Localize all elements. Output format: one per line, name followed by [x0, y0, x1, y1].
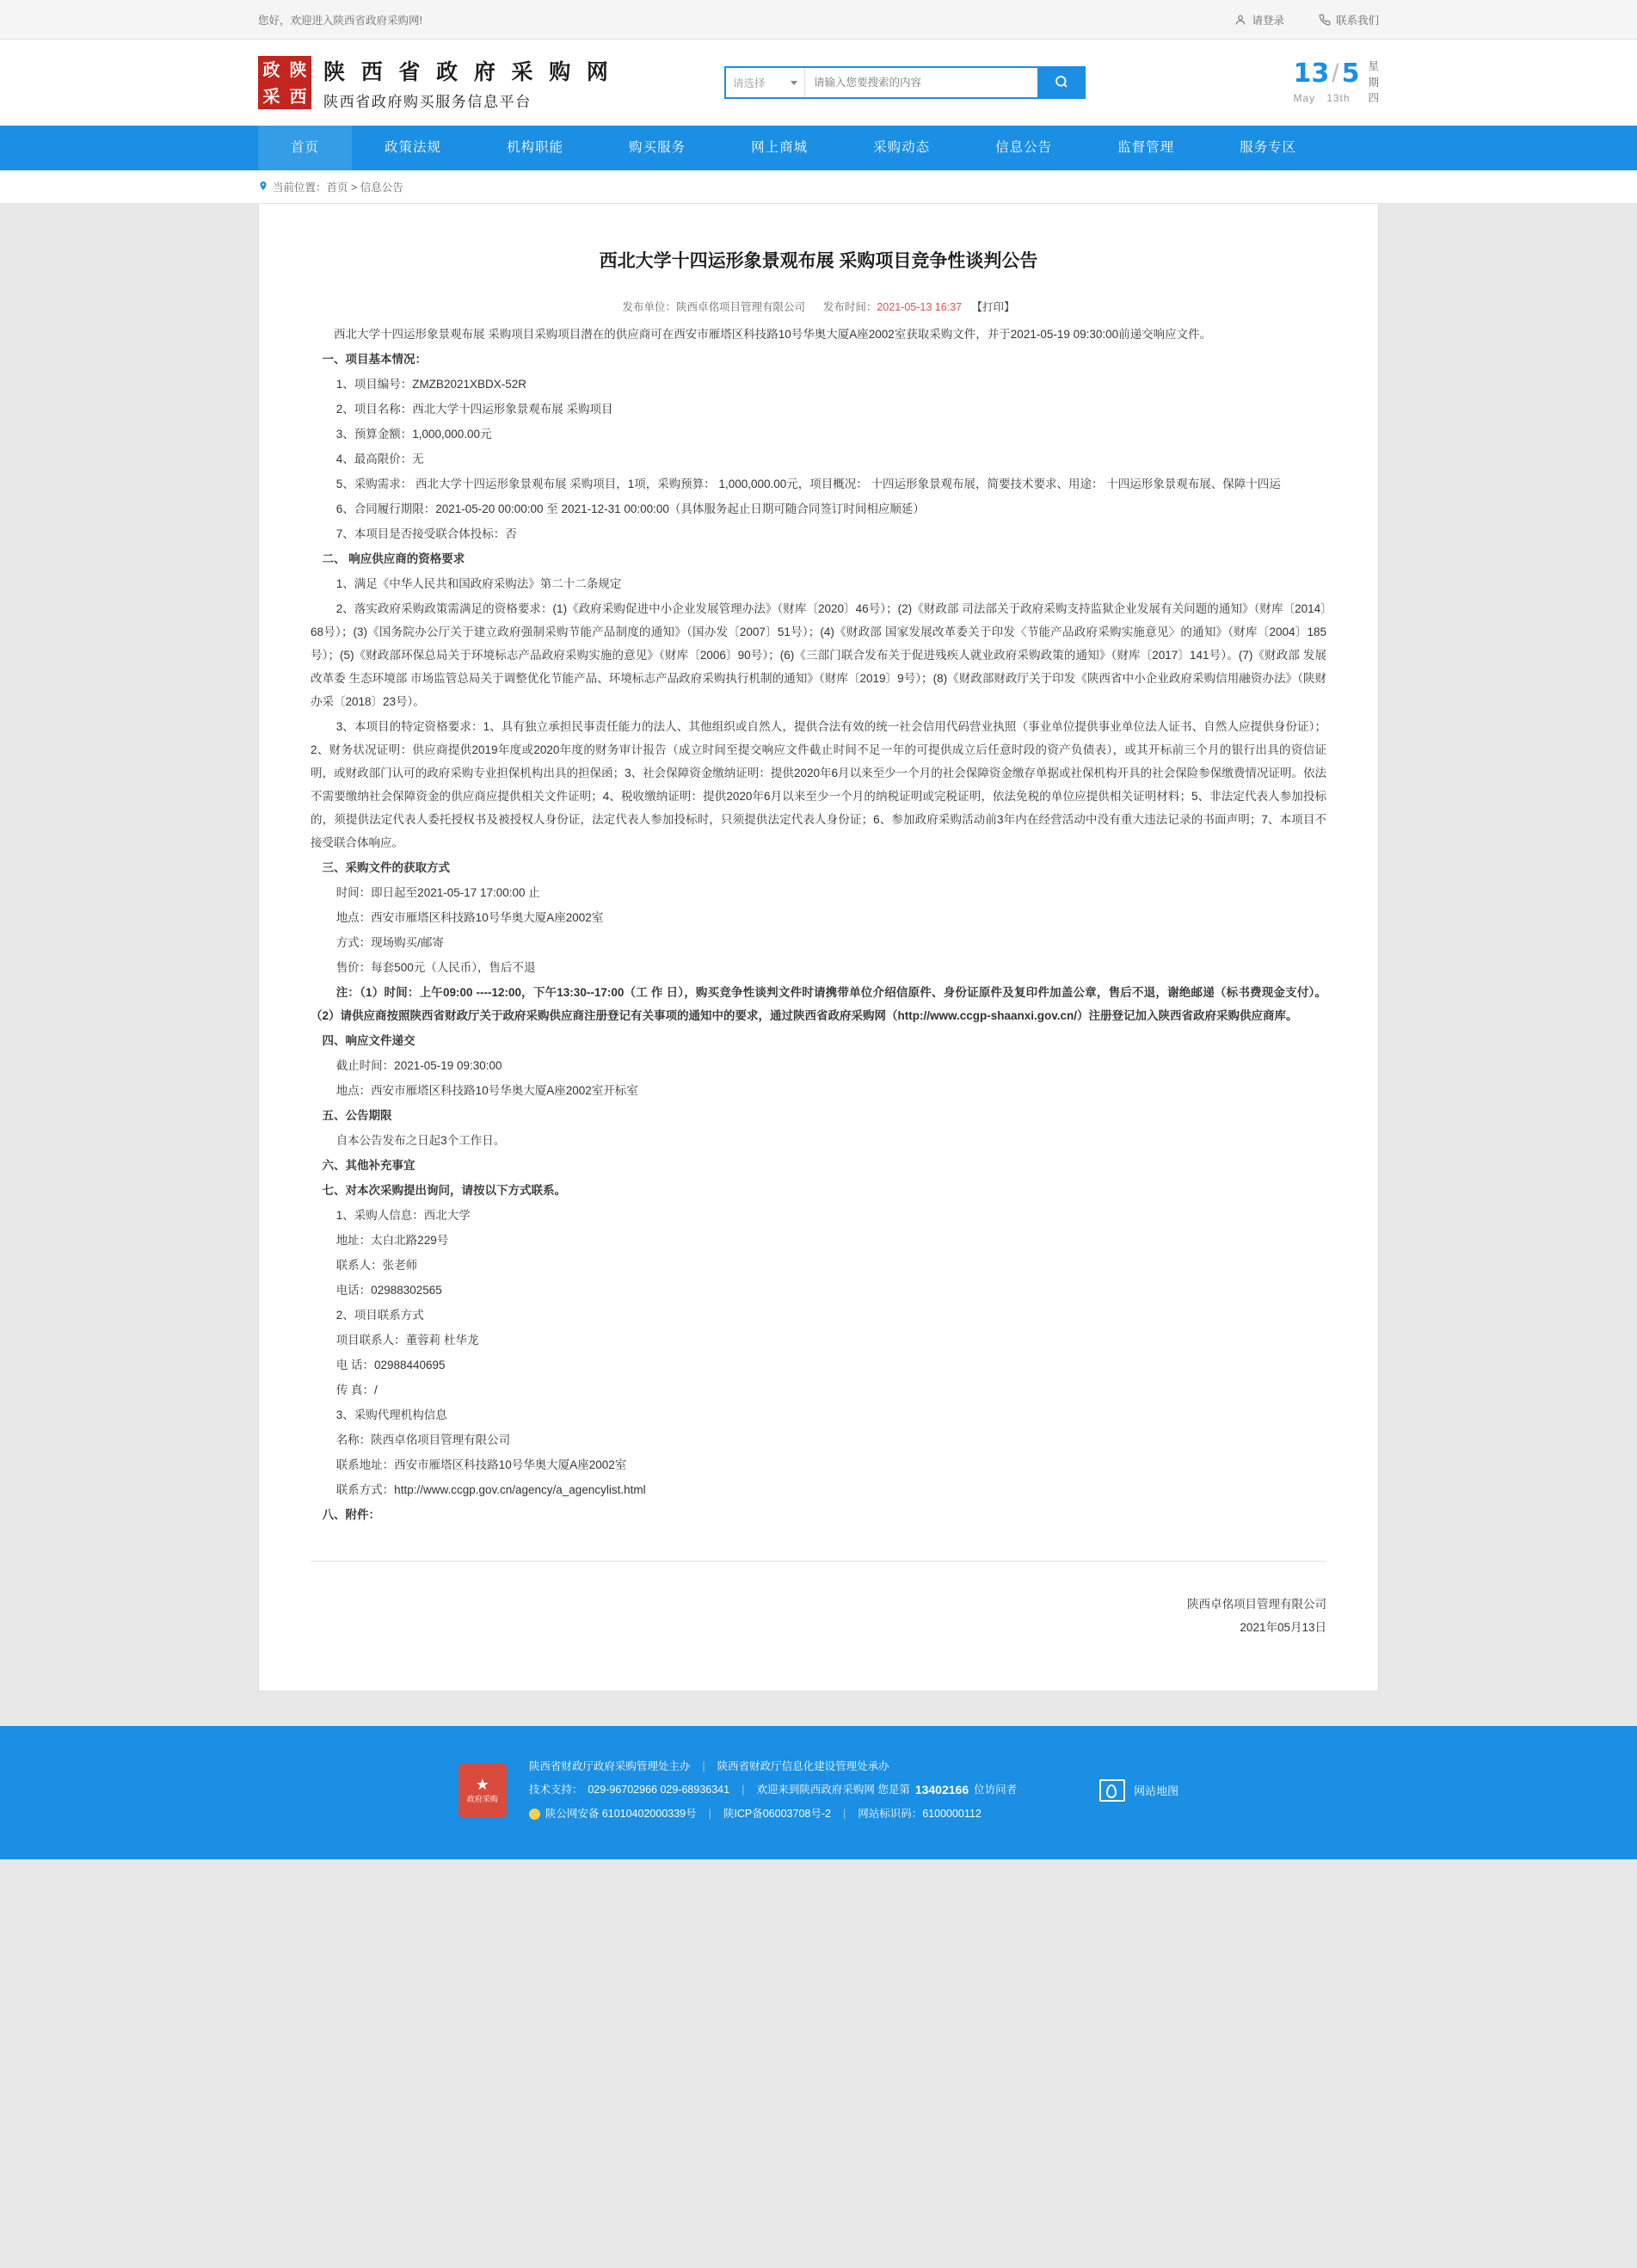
- login-label: 请登录: [1252, 14, 1284, 27]
- section-2-item-4: 注：（1）时间：上午09:00 ----12:00，下午13:30--17:00（工 作 日），购买竞争性谈判文件时请携带单位介绍信原件、身份证原件及复印件加盖公章，售后不退，谢绝邮递（标书费现金支付）。（2）请供应商按照陕西省财政厅关于政府采购供应商注册登记有关事项的通知中的要求，通过陕西省政府采购网（http://www.ccgp-shaanxi.gov.cn/）注册登记加入陕西省政府采购供应商库。: [311, 985, 1326, 1022]
- date-numbers: [1294, 61, 1360, 87]
- chevron-down-icon: [791, 81, 797, 85]
- section-6-item-11: 联系方式：http://www.ccgp.gov.cn/agency/a_agencylist.html: [335, 1482, 646, 1496]
- site-footer: [0, 1726, 1637, 1860]
- search-button[interactable]: [1037, 66, 1086, 99]
- footer-badge-label: 政府采购: [466, 1794, 498, 1803]
- section-0-item-2: 3、预算金额：1,000,000.00元: [335, 427, 492, 441]
- signature-block: [311, 1593, 1326, 1639]
- sitemap-link[interactable]: [1099, 1779, 1179, 1802]
- section-0-item-4: 5、采购需求： 西北大学十四运形象景观布展 采购项目，1项，采购预算： 1,000,000.00元，项目概况： 十四运形象景观布展，简要技术要求、用途： 十四运形象景观布展、保障十四运: [335, 477, 1281, 490]
- footer-operator: 陕西省财政厅信息化建设管理处承办: [717, 1760, 889, 1772]
- footer-divider-1: |: [702, 1760, 705, 1772]
- nav-item-6[interactable]: 信息公告: [995, 140, 1053, 155]
- section-2-item-1: 地点：西安市雁塔区科技路10号华奥大厦A座2002室: [335, 910, 604, 924]
- site-name: 陕 西 省 政 府 采 购 网: [323, 59, 612, 84]
- section-heading-5: 六、其他补充事宜: [322, 1158, 415, 1172]
- document-body: [311, 323, 1326, 1526]
- publisher-value: 陕西卓佲项目管理有限公司: [675, 300, 805, 313]
- section-2-item-3: 售价：每套500元（人民币），售后不退: [335, 960, 536, 974]
- footer-host: 陕西省财政厅政府采购管理处主办: [528, 1760, 691, 1772]
- section-6-item-8: 3、采购代理机构信息: [335, 1408, 447, 1421]
- contact-label: 联系我们: [1335, 14, 1379, 27]
- nav-item-4[interactable]: 网上商城: [751, 140, 809, 155]
- section-heading-4: 五、公告期限: [322, 1108, 392, 1122]
- footer-line-2: [529, 1778, 1017, 1803]
- footer-police-record[interactable]: 陕公网安备 61010402000339号: [545, 1808, 697, 1821]
- nav-item-5[interactable]: 采购动态: [873, 140, 931, 155]
- date-widget: [1294, 59, 1379, 107]
- site-logo[interactable]: [258, 55, 612, 111]
- page-title: 西北大学十四运形象景观布展 采购项目竞争性谈判公告: [599, 251, 1038, 271]
- login-link[interactable]: [1234, 12, 1284, 28]
- content-wrap: [0, 203, 1637, 1726]
- footer-visit-text: 欢迎来到陕西政府采购网 您是第: [756, 1784, 910, 1797]
- date-month: 5: [1341, 59, 1360, 89]
- footer-line-1: [529, 1755, 1017, 1778]
- footer-site-code: 网站标识码：6100000112: [858, 1808, 982, 1821]
- footer-divider-3: |: [708, 1808, 711, 1821]
- nav-item-8[interactable]: 服务专区: [1240, 140, 1297, 155]
- date-day: 13: [1293, 59, 1330, 89]
- nav-item-1[interactable]: 政策法规: [385, 140, 442, 155]
- logo-char-1: 政: [262, 59, 280, 80]
- signature-date: 2021年05月13日: [1240, 1620, 1326, 1634]
- section-6-item-7: 传 真：/: [335, 1383, 378, 1396]
- user-icon: [1234, 14, 1246, 26]
- weekday-char-3: 四: [1368, 92, 1379, 105]
- section-heading-2: 三、采购文件的获取方式: [322, 860, 450, 874]
- search-icon: [1054, 74, 1069, 92]
- map-icon: [1099, 1779, 1125, 1802]
- logo-char-3: 采: [262, 85, 280, 107]
- footer-line-3: [529, 1803, 1017, 1825]
- footer-icp[interactable]: 陕ICP备06003708号-2: [723, 1808, 831, 1821]
- section-6-item-3: 电话：02988302565: [335, 1283, 442, 1297]
- nav-item-7[interactable]: 监督管理: [1117, 140, 1175, 155]
- announcement-card: [258, 203, 1379, 1692]
- section-heading-6: 七、对本次采购提出询问，请按以下方式联系。: [322, 1183, 566, 1197]
- footer-support-label: 技术支持：: [528, 1784, 583, 1797]
- section-6-item-0: 1、采购人信息：西北大学: [335, 1208, 471, 1222]
- nav-item-3[interactable]: 购买服务: [629, 140, 686, 155]
- police-badge-icon: [529, 1809, 540, 1820]
- section-4-item-0: 自本公告发布之日起3个工作日。: [335, 1133, 506, 1147]
- top-bar: [0, 0, 1637, 40]
- search-category-select[interactable]: [726, 68, 805, 97]
- section-heading-0: 一、项目基本情况：: [322, 352, 427, 366]
- footer-divider-4: |: [842, 1808, 846, 1821]
- section-1-item-2: 3、本项目的特定资格要求：1、具有独立承担民事责任能力的法人、其他组织或自然人，提供合法有效的统一社会信用代码营业执照（事业单位提供事业单位法人证书、自然人应提供身份证）；2、财务状况证明：供应商提供2019年度或2020年度的财务审计报告（成立时间至提交响应文件截止时间不足一年的可提供成立后任意时段的资产负债表），或其开标前三个月的银行出具的资信证明，或财政部门认可的政府采购专业担保机构出具的担保函；3、社会保障资金缴纳证明：提供2020年6月以来至少一个月的社会保障资金缴存单据或社保机构开具的社会保险参保缴费情况证明。依法不需要缴纳社会保障资金的供应商应提供相关文件证明；4、税收缴纳证明：提供2020年6月以来至少一个月的纳税证明或完税证明，依法免税的单位应提供相关证明材料；5、非法定代表人参加投标的，须提供法定代表人委托授权书及被授权人身份证，法定代表人参加投标时，只须提供法定代表人身份证；6、参加政府采购活动前3年内在经营活动中没有重大违法记录的书面声明；7、本项目不接受联合体响应。: [311, 719, 1326, 849]
- footer-visit-count: 13402166: [914, 1782, 969, 1797]
- footer-divider-2: |: [742, 1784, 745, 1797]
- site-subtitle: 陕西省政府购买服务信息平台: [323, 93, 532, 111]
- weekday-char-1: 星: [1368, 59, 1379, 72]
- search-box: [724, 66, 1086, 99]
- phone-icon: [1319, 14, 1331, 26]
- location-pin-icon: [258, 180, 268, 194]
- attachment-heading: 八、附件：: [322, 1507, 380, 1521]
- breadcrumb: [0, 170, 1637, 203]
- section-0-item-6: 7、本项目是否接受联合体投标：否: [335, 527, 517, 540]
- section-6-item-6: 电 话：02988440695: [335, 1358, 446, 1371]
- section-0-item-0: 1、项目编号：ZMZB2021XBDX-52R: [335, 377, 526, 391]
- section-heading-1: 二、 响应供应商的资格要求: [322, 552, 465, 565]
- logo-icon: [258, 56, 311, 109]
- signature-company: 陕西卓佲项目管理有限公司: [1187, 1597, 1326, 1611]
- publisher-label: 发布单位：: [622, 300, 676, 313]
- document-intro: 西北大学十四运形象景观布展 采购项目采购项目潜在的供应商可在西安市雁塔区科技路10号华奥大厦A座2002室获取采购文件，并于2021-05-19 09:30:00前递交响应文件。: [334, 327, 1212, 341]
- footer-badge-icon: ★ 政府采购: [458, 1764, 507, 1817]
- main-nav: [0, 126, 1637, 170]
- logo-char-2: 陕: [289, 59, 307, 80]
- section-2-item-0: 时间：即日起至2021-05-17 17:00:00 止: [335, 885, 540, 899]
- section-6-item-10: 联系地址：西安市雁塔区科技路10号华奥大厦A座2002室: [335, 1458, 627, 1471]
- document-meta: [311, 299, 1326, 314]
- footer-visit-suffix: 位访问者: [974, 1784, 1018, 1797]
- nav-item-0[interactable]: 首页: [258, 126, 352, 170]
- footer-support-tel: 029-96702966 029-68936341: [588, 1784, 730, 1797]
- breadcrumb-text[interactable]: 当前位置：首页 > 信息公告: [273, 182, 403, 194]
- section-6-item-4: 2、项目联系方式: [335, 1308, 424, 1322]
- search-category-label: 请选择: [732, 77, 766, 89]
- weekday-label: [1368, 59, 1379, 107]
- site-header: [0, 40, 1637, 126]
- section-3-item-0: 截止时间：2021-05-19 09:30:00: [335, 1058, 502, 1072]
- weekday-char-2: 期: [1368, 76, 1379, 89]
- divider: [311, 1561, 1326, 1562]
- section-1-item-1: 2、落实政府采购政策需满足的资格要求：(1)《政府采购促进中小企业发展管理办法》（财库〔2020〕46号）；(2)《财政部 司法部关于政府采购支持监狱企业发展有关问题的通知》（财库〔2014〕68号）；(3)《国务院办公厅关于建立政府强制采购节能产品制度的通知》（国办发〔2007〕51号）；(4)《财政部 国家发展改革委关于印发〈节能产品政府采购实施意见〉的通知》（财库〔2004〕185号）；(5)《财政部环保总局关于环境标志产品政府采购实施的意见》（财库〔2006〕90号）；(6)《三部门联合发布关于促进残疾人就业政府采购政策的通知》（财库〔2017〕141号）。(7)《财政部 发展改革委 生态环境部 市场监管总局关于调整优化节能产品、环境标志产品政府采购执行机制的通知》（财库〔2019〕9号）；(8)《财政部财政厅关于印发《陕西省中小企业政府采购信用融资办法》（陕财办采〔2018〕23号）。: [311, 601, 1326, 708]
- contact-link[interactable]: [1319, 12, 1379, 28]
- section-2-item-2: 方式：现场购买/邮寄: [335, 935, 444, 949]
- section-6-item-9: 名称：陕西卓佲项目管理有限公司: [335, 1433, 511, 1446]
- section-0-item-3: 4、最高限价：无: [335, 452, 424, 465]
- section-0-item-1: 2、项目名称：西北大学十四运形象景观布展 采购项目: [335, 402, 613, 416]
- nav-item-2[interactable]: 机构职能: [507, 140, 564, 155]
- date-day-en: 13th: [1326, 92, 1351, 104]
- publish-time-value: 2021-05-13 16:37: [877, 300, 963, 313]
- logo-char-4: 西: [289, 85, 307, 107]
- date-sub: [1294, 92, 1360, 104]
- section-6-item-2: 联系人：张老师: [335, 1258, 418, 1272]
- section-1-item-0: 1、满足《中华人民共和国政府采购法》第二十二条规定: [335, 576, 622, 590]
- section-6-item-5: 项目联系人：董蓉莉 杜华龙: [335, 1333, 479, 1347]
- section-6-item-1: 地址：太白北路229号: [335, 1233, 449, 1247]
- publish-time-label: 发布时间：: [822, 300, 877, 313]
- welcome-text: 您好，欢迎进入陕西省政府采购网!: [258, 14, 422, 27]
- section-heading-3: 四、响应文件递交: [322, 1033, 415, 1047]
- search-area: [724, 66, 1086, 99]
- date-separator: /: [1332, 59, 1339, 88]
- search-input[interactable]: [805, 68, 1037, 97]
- section-3-item-1: 地点：西安市雁塔区科技路10号华奥大厦A座2002室开标室: [335, 1083, 638, 1097]
- date-month-en: May: [1293, 92, 1316, 104]
- sitemap-label: 网站地图: [1134, 1784, 1179, 1798]
- print-button[interactable]: 【打印】: [971, 300, 1015, 313]
- section-0-item-5: 6、合同履行期限：2021-05-20 00:00:00 至 2021-12-31 00:00:00（具体服务起止日期可随合同签订时间相应顺延）: [335, 502, 925, 515]
